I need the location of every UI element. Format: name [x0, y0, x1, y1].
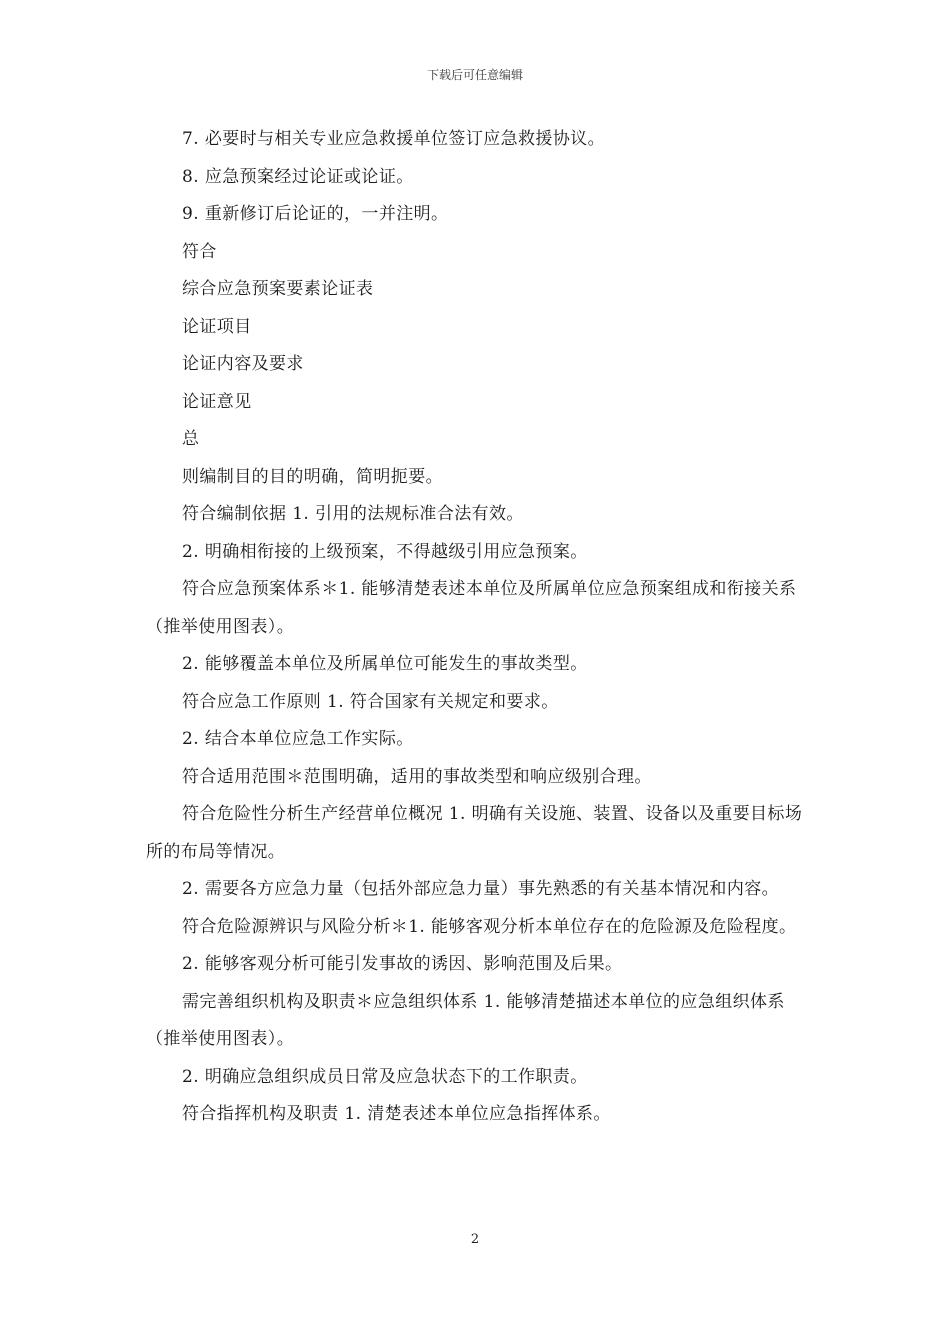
paragraph: 2. 结合本单位应急工作实际。	[182, 729, 414, 749]
page-number: 2	[470, 1232, 480, 1247]
paragraph: 符合	[182, 241, 217, 262]
document-body	[146, 121, 812, 1134]
paragraph: 综合应急预案要素论证表	[182, 279, 374, 299]
paragraph: 2. 明确相衔接的上级预案，不得越级引用应急预案。	[182, 541, 588, 562]
paragraph: 符合危险性分析生产经营单位概况 1. 明确有关设施、装置、设备以及重要目标场所的布局等情况。	[146, 804, 803, 862]
paragraph: 2. 能够客观分析可能引发事故的诱因、影响范围及后果。	[182, 954, 623, 974]
paragraph: 2. 明确应急组织成员日常及应急状态下的工作职责。	[182, 1066, 588, 1087]
paragraph: 需完善组织机构及职责＊应急组织体系 1. 能够清楚描述本单位的应急组织体系（推举使用图表）。	[146, 991, 785, 1049]
paragraph: 符合适用范围＊范围明确，适用的事故类型和响应级别合理。	[182, 766, 652, 787]
paragraph: 总	[182, 429, 200, 449]
page-header: 下载后可任意编辑	[426, 68, 523, 82]
paragraph: 7. 必要时与相关专业应急救援单位签订应急救援协议。	[182, 129, 606, 149]
paragraph: 符合危险源辨识与风险分析＊1. 能够客观分析本单位存在的危险源及危险程度。	[182, 916, 797, 937]
paragraph: 符合应急预案体系＊1. 能够清楚表述本单位及所属单位应急预案组成和衔接关系（推举使用图表）。	[146, 579, 797, 637]
paragraph: 符合编制依据 1. 引用的法规标准合法有效。	[182, 504, 524, 524]
paragraph: 论证项目	[182, 316, 252, 337]
paragraph: 2. 能够覆盖本单位及所属单位可能发生的事故类型。	[182, 654, 588, 674]
paragraph: 则编制目的目的明确，简明扼要。	[182, 466, 443, 487]
paragraph: 2. 需要各方应急力量（包括外部应急力量）事先熟悉的有关基本情况和内容。	[182, 879, 780, 899]
paragraph: 8. 应急预案经过论证或论证。	[182, 166, 414, 187]
paragraph: 论证意见	[182, 391, 252, 412]
paragraph: 9. 重新修订后论证的，一并注明。	[182, 204, 449, 224]
paragraph: 论证内容及要求	[182, 354, 304, 374]
paragraph: 符合应急工作原则 1. 符合国家有关规定和要求。	[182, 691, 559, 712]
paragraph: 符合指挥机构及职责 1. 清楚表述本单位应急指挥体系。	[182, 1104, 611, 1124]
